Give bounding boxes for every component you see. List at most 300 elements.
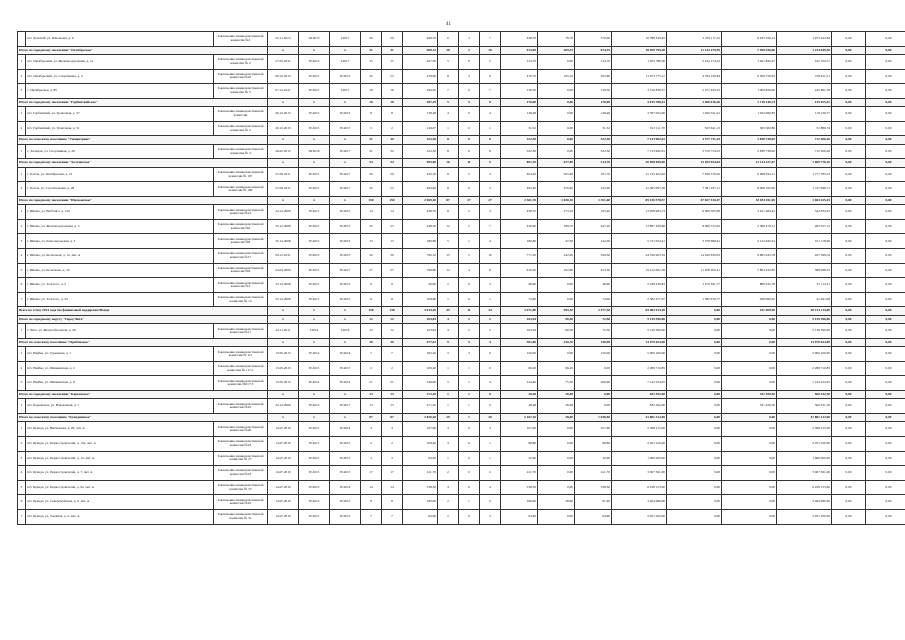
row-number: 1 xyxy=(18,205,26,220)
cell-col-5: x xyxy=(299,159,330,167)
cell-col-21: 0,00 xyxy=(866,315,905,323)
cell-col-4: 27.09.2011 xyxy=(268,167,299,182)
address-cell: пгт. Куанда, ул. Первостроителей, д. 13а, лит. А xyxy=(26,436,214,451)
cell-col-7: 25 xyxy=(361,182,382,197)
cell-col-21: 0,00 xyxy=(866,361,905,376)
table-row xyxy=(18,278,905,293)
table-row xyxy=(18,376,905,391)
cell-col-21: 0,00 xyxy=(866,391,905,399)
cell-col-21: 0,00 xyxy=(866,436,905,451)
cell-col-20: 0,00 xyxy=(832,391,866,399)
cell-col-21: 0,00 xyxy=(866,46,905,54)
cell-col-19: 728 421,21 xyxy=(777,69,832,84)
cell-col-8: 87 xyxy=(382,413,403,421)
cell-col-18: 1 461 820,47 xyxy=(722,54,777,69)
document-cell: Заключение межведомственной комиссии № 5 xyxy=(214,84,268,99)
cell-col-13: 2 361,70 xyxy=(501,196,538,204)
cell-col-16: 2 286 710,85 xyxy=(612,361,667,376)
cell-col-5: IV.2015 xyxy=(299,399,330,414)
document-cell: Заключение межведомственной комиссии №17 xyxy=(214,249,268,264)
cell-col-12: 3 xyxy=(480,167,501,182)
cell-col-7: 29 xyxy=(361,32,382,47)
cell-col-19: 51 886,74 xyxy=(777,121,832,136)
cell-col-21: 0,00 xyxy=(866,121,905,136)
cell-col-13: 28,48 xyxy=(501,399,538,414)
cell-col-12: 34 xyxy=(480,307,501,315)
cell-col-11: 1 xyxy=(459,495,480,510)
subtotal-label: Итого по городскому поселению "Карымское" xyxy=(18,391,268,399)
table-row xyxy=(18,54,905,69)
cell-col-7: 25 xyxy=(361,219,382,234)
cell-col-14: 28,60 xyxy=(538,413,575,421)
cell-col-9: 294,20 xyxy=(403,84,438,99)
row-number: 2 xyxy=(18,436,26,451)
cell-col-11: 0 xyxy=(459,107,480,122)
cell-col-6: IV.2015 xyxy=(330,278,361,293)
cell-col-5: IV.2015 xyxy=(299,249,330,264)
cell-col-10: 16 xyxy=(438,159,459,167)
cell-col-20: 0,00 xyxy=(832,338,866,346)
row-number: 3 xyxy=(18,84,26,99)
cell-col-15: 1 938,50 xyxy=(575,413,612,421)
cell-col-18: 231 409,50 xyxy=(722,307,777,315)
cell-col-18: 1 009 829,06 xyxy=(722,84,777,99)
row-number: 1 xyxy=(18,144,26,159)
cell-col-14: 90,50 xyxy=(538,315,575,323)
cell-col-16: 14 970 634,90 xyxy=(612,338,667,346)
subtotal-row xyxy=(18,307,905,315)
cell-col-20: 0,00 xyxy=(832,196,866,204)
cell-col-17: 7 381 437,11 xyxy=(667,182,722,197)
cell-col-17: 0,00 xyxy=(667,338,722,346)
address-cell: г. Шилка, ул. Вагбанго, д. 129 xyxy=(26,205,214,220)
cell-col-18: 958 060,02 xyxy=(722,292,777,307)
cell-col-18: 9 865 045,78 xyxy=(722,249,777,264)
cell-col-21: 0,00 xyxy=(866,159,905,167)
subtotal-label: Итого по сельскому поселению "Приблизкое" xyxy=(18,338,268,346)
table-row xyxy=(18,107,905,122)
cell-col-11: 0 xyxy=(459,84,480,99)
cell-col-4: 24.12.2009 xyxy=(268,205,299,220)
cell-col-8: 13 xyxy=(382,234,403,249)
cell-col-9: 346,90 xyxy=(403,376,438,391)
cell-col-10: 7 xyxy=(438,84,459,99)
cell-col-4: 14.07.2010 xyxy=(268,509,299,524)
cell-col-6: IV.2015 xyxy=(330,466,361,481)
cell-col-4: 09.12.2013 xyxy=(268,69,299,84)
cell-col-19: 1 771 785,33 xyxy=(777,167,832,182)
address-cell: пгт. Карымское, ул. Вокзальная, д. 7 xyxy=(26,399,214,414)
cell-col-15: 529,30 xyxy=(575,249,612,264)
cell-col-8: 17 xyxy=(382,466,403,481)
row-number: 1 xyxy=(18,107,26,122)
cell-col-18: 0,00 xyxy=(722,466,777,481)
cell-col-13: 66,20 xyxy=(501,361,538,376)
cell-col-9: 180,00 xyxy=(403,495,438,510)
cell-col-18: 365 500,86 xyxy=(722,121,777,136)
cell-col-19: 242 700,57 xyxy=(777,54,832,69)
table-row xyxy=(18,347,905,362)
cell-col-19: 7 142 224,05 xyxy=(777,376,832,391)
document-cell: Заключение межведомственной комиссии №3 xyxy=(214,32,268,47)
cell-col-8: 138 xyxy=(382,307,403,315)
cell-col-13: 163,04 xyxy=(501,324,538,339)
table-row xyxy=(18,480,905,495)
cell-col-21: 0,00 xyxy=(866,136,905,144)
cell-col-10: 1 xyxy=(438,399,459,414)
cell-col-8: 2 xyxy=(382,436,403,451)
cell-col-9: 900,14 xyxy=(403,46,438,54)
cell-col-10: 3 xyxy=(438,347,459,362)
cell-col-7: 9 xyxy=(361,278,382,293)
cell-col-17: 0,00 xyxy=(667,495,722,510)
cell-col-18: 0,00 xyxy=(722,422,777,437)
cell-col-20: 0,00 xyxy=(832,278,866,293)
cell-col-11: 1 xyxy=(459,361,480,376)
cell-col-16: 3 007 361,00 xyxy=(612,466,667,481)
cell-col-10: 5 xyxy=(438,98,459,106)
cell-col-6: IV.2016 xyxy=(330,347,361,362)
subtotal-label: Итого по городскому поселению "Холтинское" xyxy=(18,159,268,167)
cell-col-4: 24.12.2009 xyxy=(268,399,299,414)
cell-col-13: 144,40 xyxy=(501,376,538,391)
cell-col-6: x xyxy=(330,98,361,106)
cell-col-15: 68,80 xyxy=(575,436,612,451)
cell-col-9: 468,70 xyxy=(403,32,438,47)
cell-col-12: 10 xyxy=(480,249,501,264)
cell-col-5: IV.2015 xyxy=(299,509,330,524)
cell-col-8: 2 xyxy=(382,361,403,376)
cell-col-19: 101 118,96 xyxy=(777,234,832,249)
address-cell: пгт. Куанда, ул. Первостроителей, д. 7, лит. А xyxy=(26,466,214,481)
cell-col-6: x xyxy=(330,391,361,399)
document-cell: Заключение межведомственной комиссии № 160 xyxy=(214,182,268,197)
cell-col-13: 771,30 xyxy=(501,249,538,264)
cell-col-19: 1 689 778,10 xyxy=(777,159,832,167)
cell-col-15: 411,70 xyxy=(575,466,612,481)
table-row xyxy=(18,509,905,524)
cell-col-21: 0,00 xyxy=(866,205,905,220)
cell-col-17: 13 205 954,03 xyxy=(667,159,722,167)
document-cell: Заключение межведомственной комиссии № 117-1 xyxy=(214,361,268,376)
cell-col-15: 72,50 xyxy=(575,324,612,339)
cell-col-6: x xyxy=(330,196,361,204)
cell-col-7: 21 xyxy=(361,376,382,391)
cell-col-14: 209,35 xyxy=(538,46,575,54)
cell-col-21: 0,00 xyxy=(866,182,905,197)
cell-col-20: 0,00 xyxy=(832,234,866,249)
cell-col-12: 0 xyxy=(480,495,501,510)
cell-col-10: 4 xyxy=(438,107,459,122)
cell-col-5: IV.2015 xyxy=(299,480,330,495)
cell-col-10: 5 xyxy=(438,376,459,391)
cell-col-6: IV.2017 xyxy=(330,144,361,159)
address-cell: пгт. Куанда, ул. Таежная, д. 2, лит. А xyxy=(26,509,214,524)
address-cell: пгт. Октябрьский, ул. Железнодорожная, д. 1а xyxy=(26,54,214,69)
cell-col-14: 677,80 xyxy=(538,159,575,167)
table-row xyxy=(18,263,905,278)
cell-col-13: 31,52 xyxy=(501,121,538,136)
cell-col-14: 66,20 xyxy=(538,361,575,376)
row-number: 1 xyxy=(18,422,26,437)
cell-col-11: 2 xyxy=(459,46,480,54)
cell-col-18: 0,00 xyxy=(722,361,777,376)
cell-col-20: 0,00 xyxy=(832,347,866,362)
cell-col-15: 370,00 xyxy=(575,32,612,47)
address-cell: пгт. Куанда, ул. Первостроителей, д. 13, лит. А xyxy=(26,451,214,466)
cell-col-14: 0,00 xyxy=(538,278,575,293)
cell-col-18: 0,00 xyxy=(722,347,777,362)
cell-col-6: IV.2015 xyxy=(330,361,361,376)
cell-col-21: 0,00 xyxy=(866,307,905,315)
cell-col-17: 2 479 117,52 xyxy=(667,32,722,47)
cell-col-16: 1 925 786,50 xyxy=(612,54,667,69)
address-cell: пгт. Нейбы, ул. Шилкинская, д. 8 xyxy=(26,376,214,391)
cell-col-12: 4 xyxy=(480,234,501,249)
cell-col-16: 2 051 220,00 xyxy=(612,436,667,451)
cell-col-10: 2 xyxy=(438,278,459,293)
subtotal-label: Итого по городскому поселению "Октябрьское" xyxy=(18,46,268,54)
cell-col-8: 27 xyxy=(382,263,403,278)
cell-col-10: 4 xyxy=(438,315,459,323)
cell-col-9: 411,70 xyxy=(403,466,438,481)
cell-col-9: 478,60 xyxy=(403,69,438,84)
cell-col-4: x xyxy=(268,315,299,323)
cell-col-10: 1 xyxy=(438,361,459,376)
cell-col-15: 0,00 xyxy=(575,391,612,399)
cell-col-19: 2 398 215,00 xyxy=(777,422,832,437)
row-number: 2 xyxy=(18,361,26,376)
cell-col-5: x xyxy=(299,98,330,106)
cell-col-15: 0,00 xyxy=(575,399,612,414)
cell-col-6: x xyxy=(330,46,361,54)
cell-col-14: 0,00 xyxy=(538,98,575,106)
cell-col-17: 0,00 xyxy=(667,315,722,323)
cell-col-15: 48,90 xyxy=(575,278,612,293)
cell-col-11: 0 xyxy=(459,278,480,293)
cell-col-17: 0,00 xyxy=(667,413,722,421)
address-cell: пгт. Куанда, ул. Первостроителей, д. 9а, лит. А xyxy=(26,480,214,495)
cell-col-11: 1 xyxy=(459,376,480,391)
cell-col-13: 136,50 xyxy=(501,84,538,99)
cell-col-18: 331 459,50 xyxy=(722,399,777,414)
cell-col-21: 0,00 xyxy=(866,219,905,234)
cell-col-19: 41 881 312,00 xyxy=(777,413,832,421)
subtotal-label: Итого по городскому поселению "Гарбинтвайское" xyxy=(18,98,268,106)
cell-col-6: x xyxy=(330,315,361,323)
cell-col-9: 790,10 xyxy=(403,249,438,264)
table-row xyxy=(18,249,905,264)
cell-col-16: 3 464 980,00 xyxy=(612,495,667,510)
cell-col-16: 3 015 788,41 xyxy=(612,98,667,106)
cell-col-4: x xyxy=(268,46,299,54)
cell-col-10: 8 xyxy=(438,136,459,144)
cell-col-21: 0,00 xyxy=(866,249,905,264)
cell-col-8: 13 xyxy=(382,391,403,399)
cell-col-21: 0,00 xyxy=(866,54,905,69)
cell-col-11: 0 xyxy=(459,509,480,524)
row-number: 4 xyxy=(18,466,26,481)
cell-col-16: 20 998 090,00 xyxy=(612,159,667,167)
cell-col-13: 891,70 xyxy=(501,159,538,167)
address-cell: г. Шилка, ул. Толстого, д. 54 xyxy=(26,292,214,307)
cell-col-17: 2 234 174,22 xyxy=(667,54,722,69)
document-cell: Заключение межведомственной комиссии №23 xyxy=(214,466,268,481)
cell-col-11: 3 xyxy=(459,69,480,84)
table-row xyxy=(18,361,905,376)
cell-col-11: 3 xyxy=(459,347,480,362)
cell-col-7: 3 xyxy=(361,121,382,136)
cell-col-17: 1 382 919,77 xyxy=(667,292,722,307)
cell-col-14: 370,40 xyxy=(538,182,575,197)
cell-col-6: x xyxy=(330,136,361,144)
cell-col-4: 26.02.2015 xyxy=(268,144,299,159)
cell-col-9: 108,40 xyxy=(403,436,438,451)
cell-col-11: 0 xyxy=(459,451,480,466)
document-cell: Заключение межведомственной комиссии №25 xyxy=(214,399,268,414)
cell-col-5: x xyxy=(299,391,330,399)
cell-col-12: 4 xyxy=(480,480,501,495)
cell-col-10: 4 xyxy=(438,480,459,495)
cell-col-21: 0,00 xyxy=(866,196,905,204)
document-cell: Заключение межведомственной комиссии № 14 xyxy=(214,292,268,307)
table-row xyxy=(18,205,905,220)
cell-col-13: 163,04 xyxy=(501,315,538,323)
cell-col-5: IV.2015 xyxy=(299,205,330,220)
cell-col-15: 165,40 xyxy=(575,205,612,220)
cell-col-14: 273,10 xyxy=(538,205,575,220)
cell-col-11: 1 xyxy=(459,413,480,421)
cell-col-11: 0 xyxy=(459,466,480,481)
cell-col-9: 163,04 xyxy=(403,324,438,339)
cell-col-21: 0,00 xyxy=(866,338,905,346)
cell-col-7: 18 xyxy=(361,98,382,106)
cell-col-20: 0,00 xyxy=(832,107,866,122)
cell-col-5: x xyxy=(299,315,330,323)
document-cell: Заключение межведомственной комиссии № 4 xyxy=(214,144,268,159)
cell-col-15: 176,00 xyxy=(575,98,612,106)
cell-col-5: IV.2015 xyxy=(299,292,330,307)
cell-col-12: 0 xyxy=(480,391,501,399)
cell-col-4: 13.05.2013 xyxy=(268,376,299,391)
cell-col-20: 0,00 xyxy=(832,144,866,159)
cell-col-7: 30 xyxy=(361,249,382,264)
cell-col-5: IV.2015 xyxy=(299,436,330,451)
cell-col-18: 0,00 xyxy=(722,338,777,346)
cell-col-10: 8 xyxy=(438,167,459,182)
cell-col-13: 404,20 xyxy=(501,167,538,182)
address-cell: пгт. Донской, ул. Школьная, д. 9 xyxy=(26,32,214,47)
address-cell: г. Чита, ул. Железобетонная, д. 40 xyxy=(26,324,214,339)
cell-col-15: 0,00 xyxy=(575,361,612,376)
table-row xyxy=(18,32,905,47)
cell-col-18: 0,00 xyxy=(722,315,777,323)
cell-col-5: I.2014 xyxy=(299,324,330,339)
cell-col-18: 2 212 645,91 xyxy=(722,234,777,249)
cell-col-6: x xyxy=(330,307,361,315)
cell-col-16: 15 155 402,62 xyxy=(612,167,667,182)
cell-col-6: IV.2015 xyxy=(330,107,361,122)
address-cell: г. Холты, ул. Строительная, д. 28 xyxy=(26,182,214,197)
cell-col-11: 1 xyxy=(459,391,480,399)
cell-col-4: x xyxy=(268,196,299,204)
cell-col-17: 1 270 391,77 xyxy=(667,278,722,293)
cell-col-9: 149,07 xyxy=(403,121,438,136)
cell-col-6: IV.2015 xyxy=(330,69,361,84)
document-cell: Заключение межведомственной комиссии №8 xyxy=(214,234,268,249)
cell-col-10: 0 xyxy=(438,32,459,47)
cell-col-12: 1 xyxy=(480,121,501,136)
cell-col-8: 8 xyxy=(382,495,403,510)
cell-col-10: 8 xyxy=(438,144,459,159)
cell-col-10: 3 xyxy=(438,422,459,437)
subtotal-label: Итого по сельскому поселению "Куандинское" xyxy=(18,413,268,421)
cell-col-9: 107,60 xyxy=(403,422,438,437)
cell-col-5: IV.2015 xyxy=(299,167,330,182)
cell-col-12: 2 xyxy=(480,315,501,323)
cell-col-14: 0,00 xyxy=(538,480,575,495)
cell-col-13: 68,80 xyxy=(501,436,538,451)
cell-col-14: 90,50 xyxy=(538,324,575,339)
cell-col-6: IV.2017 xyxy=(330,167,361,182)
cell-col-14: 28,48 xyxy=(538,391,575,399)
cell-col-5: IV.2015 xyxy=(299,54,330,69)
cell-col-9: 271,20 xyxy=(403,399,438,414)
cell-col-19: 282 057,15 xyxy=(777,219,832,234)
cell-col-6: IV.2015 xyxy=(330,292,361,307)
cell-col-6: IV.2014 xyxy=(330,422,361,437)
cell-col-17: 0,00 xyxy=(667,307,722,315)
cell-col-9: 64,60 xyxy=(403,509,438,524)
cell-col-9: 106,20 xyxy=(403,361,438,376)
cell-col-6: IV.2015 xyxy=(330,495,361,510)
cell-col-4: 14.07.2010 xyxy=(268,466,299,481)
cell-col-11: 0 xyxy=(459,121,480,136)
document-cell: Заключение межведомственной комиссии № 167 xyxy=(214,167,268,182)
cell-col-8: 14 xyxy=(382,205,403,220)
cell-col-11: 5 xyxy=(459,167,480,182)
cell-col-7: 27 xyxy=(361,263,382,278)
row-number: 2 xyxy=(18,182,26,197)
cell-col-19: 1 747 996,71 xyxy=(777,182,832,197)
cell-col-9: 4 014,20 xyxy=(403,307,438,315)
subtotal-label: Итого по сельскому поселению "Узвиратрене" xyxy=(18,136,268,144)
cell-col-9: 450,10 xyxy=(403,167,438,182)
address-cell: с. Халиуль, ул. Спортивная, д. 26 xyxy=(26,144,214,159)
cell-col-20: 0,00 xyxy=(832,451,866,466)
cell-col-15: 31,52 xyxy=(575,121,612,136)
cell-col-20: 0,00 xyxy=(832,436,866,451)
cell-col-18: 6 509 758,03 xyxy=(722,69,777,84)
cell-col-17: 3 378 689,61 xyxy=(667,234,722,249)
cell-col-8: 7 xyxy=(382,509,403,524)
row-number: 7 xyxy=(18,509,26,524)
cell-col-12: 4 xyxy=(480,107,501,122)
cell-col-6: IV.2017 xyxy=(330,182,361,197)
cell-col-8: 21 xyxy=(382,376,403,391)
cell-col-11: 0 xyxy=(459,480,480,495)
cell-col-4: x xyxy=(268,391,299,399)
cell-col-8: 30 xyxy=(382,136,403,144)
cell-col-14: 28,60 xyxy=(538,495,575,510)
cell-col-21: 0,00 xyxy=(866,98,905,106)
row-number: 2 xyxy=(18,69,26,84)
cell-col-19: 588 098,55 xyxy=(777,263,832,278)
cell-col-5: IV.2015 xyxy=(299,263,330,278)
cell-col-15: 32,90 xyxy=(575,451,612,466)
cell-col-12: 8 xyxy=(480,98,501,106)
cell-col-10: 4 xyxy=(438,324,459,339)
